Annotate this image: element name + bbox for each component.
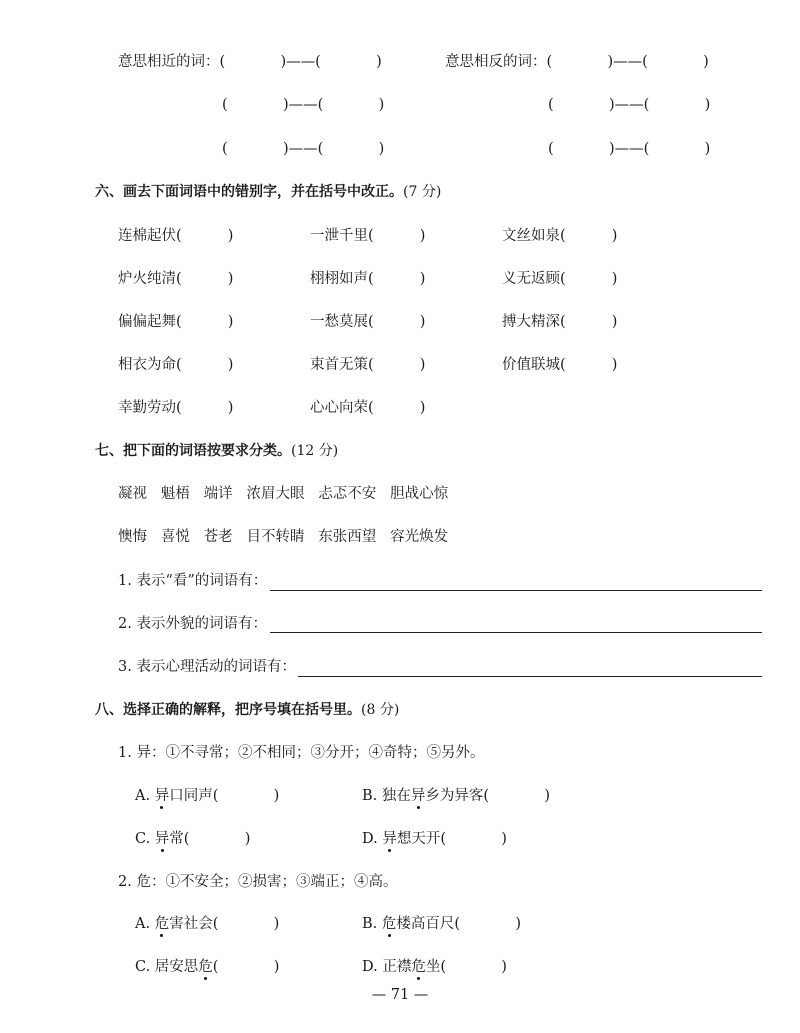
section-8-title: 八、选择正确的解释，把序号填在括号里。 xyxy=(95,702,361,718)
synonym-pair-label: 意思相近的词：( )——( ) xyxy=(118,54,382,70)
section-7-title: 七、把下面的词语按要求分类。 xyxy=(95,443,291,459)
emphasized-char: 异 xyxy=(410,788,426,804)
typo-item[interactable] xyxy=(118,269,233,289)
emphasized-char: 异 xyxy=(382,831,397,847)
answer-blank[interactable]: ( ) xyxy=(560,357,618,373)
answer-blank[interactable]: ( ) xyxy=(560,228,618,244)
word-bank-row: 懊悔 喜悦 苍老 目不转睛 东张西望 容光焕发 xyxy=(118,529,449,545)
option-prefix: A. xyxy=(135,916,155,932)
meaning-question-2: 2. 危：①不安全；②损害；③端正；④高。 xyxy=(118,874,398,890)
answer-line-3[interactable] xyxy=(298,676,762,677)
section-7-points: (12 分) xyxy=(291,443,339,459)
section-8-heading xyxy=(95,700,399,720)
typo-word: 栩栩如声 xyxy=(310,271,368,287)
answer-blank[interactable]: ( ) xyxy=(368,357,426,373)
typo-item[interactable] xyxy=(310,398,425,418)
section-7-heading xyxy=(95,441,338,461)
option-1c[interactable] xyxy=(135,829,250,849)
section-6-heading xyxy=(95,182,441,202)
option-prefix: B. xyxy=(362,916,382,932)
option-1a[interactable] xyxy=(135,786,279,806)
antonym-pair-label: 意思相反的词：( )——( ) xyxy=(445,54,709,70)
option-suffix: 楼高百尺( ) xyxy=(396,916,521,932)
emphasized-char: 异 xyxy=(154,831,170,847)
meaning-question-1: 1. 异：①不寻常；②不相同；③分开；④奇特；⑤另外。 xyxy=(118,745,485,761)
typo-item[interactable] xyxy=(118,355,233,375)
classify-question-1: 1. 表示“看”的词语有： xyxy=(118,573,268,589)
option-2c[interactable] xyxy=(135,957,279,977)
typo-item[interactable] xyxy=(310,226,425,246)
answer-blank[interactable]: ( ) xyxy=(368,271,426,287)
option-suffix: ( ) xyxy=(212,959,280,975)
typo-item[interactable] xyxy=(310,269,425,289)
option-suffix: 常( ) xyxy=(169,831,251,847)
emphasized-char: 危 xyxy=(198,959,213,975)
typo-word: 价值联城 xyxy=(502,357,560,373)
typo-word: 义无返顾 xyxy=(502,271,560,287)
option-prefix: B. 独在 xyxy=(362,788,411,804)
typo-item[interactable] xyxy=(310,355,425,375)
option-prefix: A. xyxy=(135,788,155,804)
typo-word: 一愁莫展 xyxy=(310,314,368,330)
option-suffix: 乡为异客( ) xyxy=(425,788,550,804)
typo-item[interactable] xyxy=(310,312,425,332)
typo-item[interactable] xyxy=(118,226,233,246)
typo-word: 幸勤劳动 xyxy=(118,400,176,416)
option-prefix: D. xyxy=(362,831,383,847)
word-bank-row: 凝视 魁梧 端详 浓眉大眼 忐忑不安 胆战心惊 xyxy=(118,486,449,502)
answer-blank[interactable]: ( ) xyxy=(368,400,426,416)
option-2a[interactable] xyxy=(135,914,279,934)
antonym-pair-blank[interactable]: ( )——( ) xyxy=(548,141,711,157)
option-suffix: 想天开( ) xyxy=(396,831,507,847)
option-1b[interactable] xyxy=(362,786,550,806)
typo-item[interactable] xyxy=(502,312,617,332)
typo-word: 相衣为命 xyxy=(118,357,176,373)
answer-line-2[interactable] xyxy=(270,632,762,633)
typo-word: 束首无策 xyxy=(310,357,368,373)
typo-item[interactable] xyxy=(118,398,233,418)
option-suffix: 坐( ) xyxy=(425,959,507,975)
answer-blank[interactable]: ( ) xyxy=(176,228,234,244)
section-6-title: 六、画去下面词语中的错别字，并在括号中改正。 xyxy=(95,184,403,200)
typo-item[interactable] xyxy=(502,226,617,246)
typo-word: 文丝如泉 xyxy=(502,228,560,244)
answer-blank[interactable]: ( ) xyxy=(176,357,234,373)
typo-word: 连棉起伏 xyxy=(118,228,176,244)
synonym-pair-blank[interactable]: ( )——( ) xyxy=(222,97,385,113)
page-number: — 71 — xyxy=(371,987,429,1003)
option-2d[interactable] xyxy=(362,957,507,977)
section-6-points: (7 分) xyxy=(403,184,442,200)
option-suffix: 口同声( ) xyxy=(169,788,280,804)
answer-blank[interactable]: ( ) xyxy=(176,314,234,330)
answer-blank[interactable]: ( ) xyxy=(176,271,234,287)
option-prefix: C. xyxy=(135,831,155,847)
typo-word: 心心向荣 xyxy=(310,400,368,416)
option-suffix: 害社会( ) xyxy=(169,916,280,932)
typo-item[interactable] xyxy=(502,355,617,375)
section-8-points: (8 分) xyxy=(361,702,400,718)
typo-item[interactable] xyxy=(118,312,233,332)
option-prefix: C. 居安思 xyxy=(135,959,199,975)
antonym-pair-blank[interactable]: ( )——( ) xyxy=(548,97,711,113)
classify-question-2: 2. 表示外貌的词语有： xyxy=(118,616,267,632)
synonym-pair-blank[interactable]: ( )——( ) xyxy=(222,141,385,157)
option-prefix: D. 正襟 xyxy=(362,959,412,975)
emphasized-char: 危 xyxy=(154,916,170,932)
typo-item[interactable] xyxy=(502,269,617,289)
classify-question-3: 3. 表示心理活动的词语有： xyxy=(118,659,296,675)
answer-blank[interactable]: ( ) xyxy=(368,228,426,244)
answer-blank[interactable]: ( ) xyxy=(560,314,618,330)
answer-line-1[interactable] xyxy=(270,590,762,591)
typo-word: 偏偏起舞 xyxy=(118,314,176,330)
emphasized-char: 危 xyxy=(411,959,426,975)
emphasized-char: 异 xyxy=(154,788,170,804)
typo-word: 搏大精深 xyxy=(502,314,560,330)
option-1d[interactable] xyxy=(362,829,507,849)
typo-word: 炉火纯清 xyxy=(118,271,176,287)
answer-blank[interactable]: ( ) xyxy=(176,400,234,416)
emphasized-char: 危 xyxy=(381,916,397,932)
option-2b[interactable] xyxy=(362,914,521,934)
answer-blank[interactable]: ( ) xyxy=(560,271,618,287)
answer-blank[interactable]: ( ) xyxy=(368,314,426,330)
typo-word: 一泄千里 xyxy=(310,228,368,244)
